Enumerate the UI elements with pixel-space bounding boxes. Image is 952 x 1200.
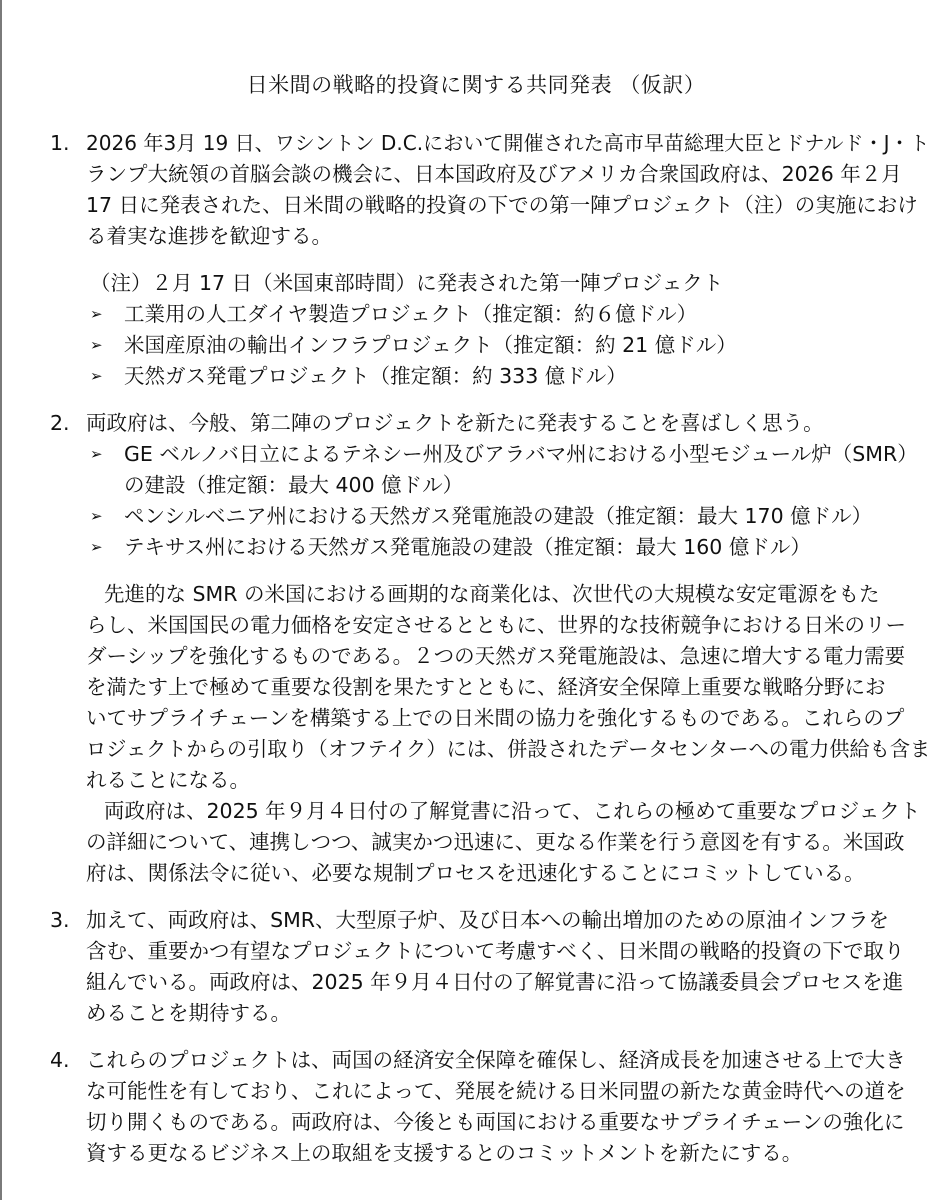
bullet-arrow-icon: ➢	[90, 367, 103, 385]
section-1-number: 1.	[50, 131, 70, 155]
bullet-arrow-icon: ➢	[90, 538, 103, 556]
bullet-arrow-icon: ➢	[90, 445, 103, 463]
section-1-bullet-3: 天然ガス発電プロジェクト（推定額：約 333 億ドル）	[124, 364, 627, 388]
section-1-bullet-2: 米国産原油の輸出インフラプロジェクト（推定額：約 21 億ドル）	[124, 333, 737, 357]
section-1-line-1: 2026 年3月 19 日、ワシントン D.C.において開催された高市早苗総理大臣とドナルド・J・ト	[86, 131, 930, 155]
section-2-line-1: 両政府は、今般、第二陣のプロジェクトを新たに発表することを喜ばしく思う。	[86, 411, 824, 435]
bullet-arrow-icon: ➢	[90, 336, 103, 354]
section-1-note: （注）２月 17 日（米国東部時間）に発表された第一陣プロジェクト	[90, 271, 724, 295]
section-2-bullet-1-line-2: の建設（推定額：最大 400 億ドル）	[124, 473, 464, 497]
bullet-arrow-icon: ➢	[90, 305, 103, 323]
section-2-bullet-1-line-1: GE ベルノバ日立によるテネシー州及びアラバマ州における小型モジュール炉（SMR）	[124, 442, 918, 466]
section-2-para-1-line-4: を満たす上で極めて重要な役割を果たすとともに、経済安全保障上重要な戦略分野にお	[86, 675, 886, 699]
section-2-para-1-line-6: ロジェクトからの引取り（オフテイク）には、併設されたデータセンターへの電力供給も含ま	[86, 737, 931, 761]
section-2-number: 2.	[50, 411, 70, 435]
document-title: 日米間の戦略的投資に関する共同発表 （仮訳）	[246, 73, 706, 97]
section-2-para-1-line-5: いてサプライチェーンを構築する上での日米間の協力を強化するものである。これらのプ	[86, 706, 905, 730]
section-3-line-4: めることを期待する。	[86, 1001, 291, 1025]
section-1-bullet-1: 工業用の人工ダイヤ製造プロジェクト（推定額：約６億ドル）	[124, 302, 698, 326]
section-2-para-1-line-1: 先進的な SMR の米国における画期的な商業化は、次世代の大規模な安定電源をもた	[104, 582, 880, 606]
section-1-line-4: る着実な進捗を歓迎する。	[86, 224, 332, 248]
section-1-line-3: 17 日に発表された、日米間の戦略的投資の下での第一陣プロジェクト（注）の実施におけ	[86, 193, 918, 217]
section-2-para-1-line-7: れることになる。	[86, 768, 250, 792]
bullet-arrow-icon: ➢	[90, 507, 103, 525]
section-3-line-2: 含む、重要かつ有望なプロジェクトについて考慮すべく、日米間の戦略的投資の下で取り	[86, 939, 905, 963]
section-4-number: 4.	[50, 1048, 70, 1072]
section-2-para-2-line-2: の詳細について、連携しつつ、誠実かつ迅速に、更なる作業を行う意図を有する。米国政	[86, 830, 905, 854]
section-2-para-2-line-1: 両政府は、2025 年９月４日付の了解覚書に沿って、これらの極めて重要なプロジェクト	[104, 799, 921, 823]
section-3-line-3: 組んでいる。両政府は、2025 年９月４日付の了解覚書に沿って協議委員会プロセスを進	[86, 970, 904, 994]
section-4-line-1: これらのプロジェクトは、両国の経済安全保障を確保し、経済成長を加速させる上で大き	[86, 1048, 906, 1072]
section-1-line-2: ランプ大統領の首脳会談の機会に、日本国政府及びアメリカ合衆国政府は、2026 年２月	[86, 162, 902, 186]
section-2-para-2-line-3: 府は、関係法令に従い、必要な規制プロセスを迅速化することにコミットしている。	[86, 861, 865, 885]
section-2-para-1-line-2: らし、米国国民の電力価格を安定させるとともに、世界的な技術競争における日米のリー	[86, 613, 906, 637]
section-3-line-1: 加えて、両政府は、SMR、大型原子炉、及び日本への輸出増加のための原油インフラを	[86, 908, 890, 932]
section-2-bullet-3: テキサス州における天然ガス発電施設の建設（推定額：最大 160 億ドル）	[124, 535, 811, 559]
section-4-line-4: 資する更なるビジネス上の取組を支援するとのコミットメントを新たにする。	[86, 1141, 803, 1165]
section-4-line-2: な可能性を有しており、これによって、発展を続ける日米同盟の新たな黄金時代への道を	[86, 1079, 906, 1103]
section-2-bullet-2: ペンシルベニア州における天然ガス発電施設の建設（推定額：最大 170 億ドル）	[124, 504, 873, 528]
section-4-line-3: 切り開くものである。両政府は、今後とも両国における重要なサプライチェーンの強化に	[86, 1110, 905, 1134]
section-2-para-1-line-3: ダーシップを強化するものである。２つの天然ガス発電施設は、急速に増大する電力需要	[86, 644, 906, 668]
section-3-number: 3.	[50, 908, 70, 932]
